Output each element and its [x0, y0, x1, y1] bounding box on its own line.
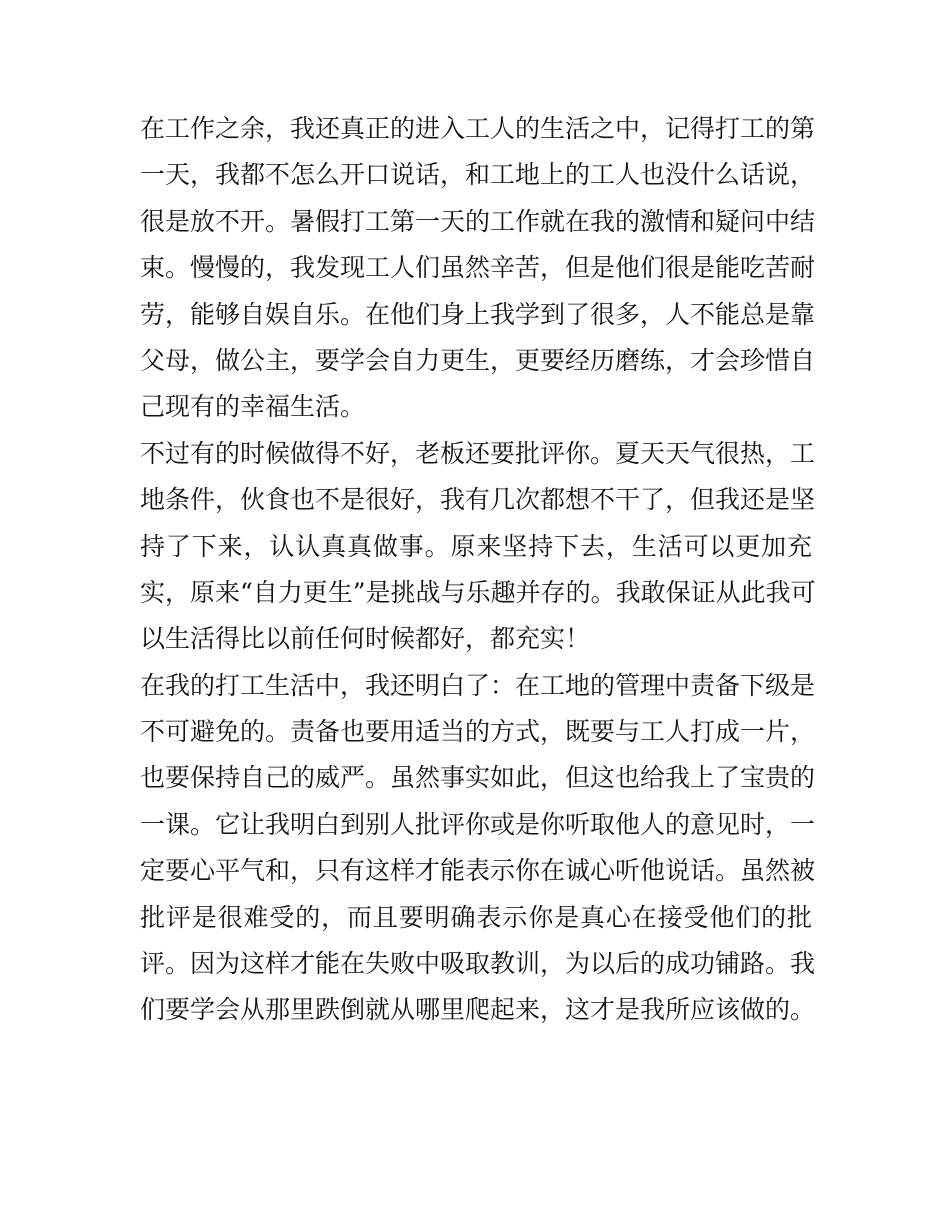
text-line: 地条件，伙食也不是很好，我有几次都想不干了，但我还是坚 — [140, 485, 816, 515]
text-line: 持了下来，认认真真做事。原来坚持下去，生活可以更加充 — [140, 531, 812, 561]
text-line: 在工作之余，我还真正的进入工人的生活之中，记得打工的第 — [140, 114, 816, 143]
text-line: 实，原来“自力更生”是挑战与乐趣并存的。我敢保证从此我可 — [140, 577, 816, 607]
text-line: 评。因为这样才能在失败中吸取教训，为以后的成功铺路。我 — [140, 949, 816, 979]
text-line: 在我的打工生活中，我还明白了：在工地的管理中责备下级是 — [140, 670, 816, 700]
text-line: 不可避免的。责备也要用适当的方式，既要与工人打成一片， — [140, 717, 816, 747]
text-line: 己现有的幸福生活。 — [140, 392, 366, 422]
paragraph-2 — [140, 431, 816, 663]
text-line: 劳，能够自娱自乐。在他们身上我学到了很多，人不能总是靠 — [140, 299, 816, 329]
paragraph-3 — [140, 663, 816, 1034]
text-line: 父母，做公主，要学会自力更生，更要经历磨练，才会珍惜自 — [140, 345, 816, 375]
text-line: 以生活得比以前任何时候都好，都充实！ — [140, 624, 591, 654]
body-text — [140, 106, 816, 1034]
text-line: 批评是很难受的，而且要明确表示你是真心在接受他们的批 — [140, 902, 812, 932]
paragraph-1 — [140, 106, 816, 431]
text-line: 也要保持自己的威严。虽然事实如此，但这也给我上了宝贵的 — [140, 763, 816, 793]
text-line: 定要心平气和，只有这样才能表示你在诚心听他说话。虽然被 — [140, 856, 816, 886]
text-line: 很是放不开。暑假打工第一天的工作就在我的激情和疑问中结 — [140, 206, 816, 236]
text-line: 束。慢慢的，我发现工人们虽然辛苦，但是他们很是能吃苦耐 — [140, 253, 816, 283]
text-line: 不过有的时候做得不好，老板还要批评你。夏天天气很热，工 — [140, 438, 816, 468]
text-line: 一天，我都不怎么开口说话，和工地上的工人也没什么话说， — [140, 160, 816, 190]
text-line: 一课。它让我明白到别人批评你或是你听取他人的意见时，一 — [140, 809, 816, 839]
text-line: 们要学会从那里跌倒就从哪里爬起来，这才是我所应该做的。 — [140, 995, 816, 1025]
